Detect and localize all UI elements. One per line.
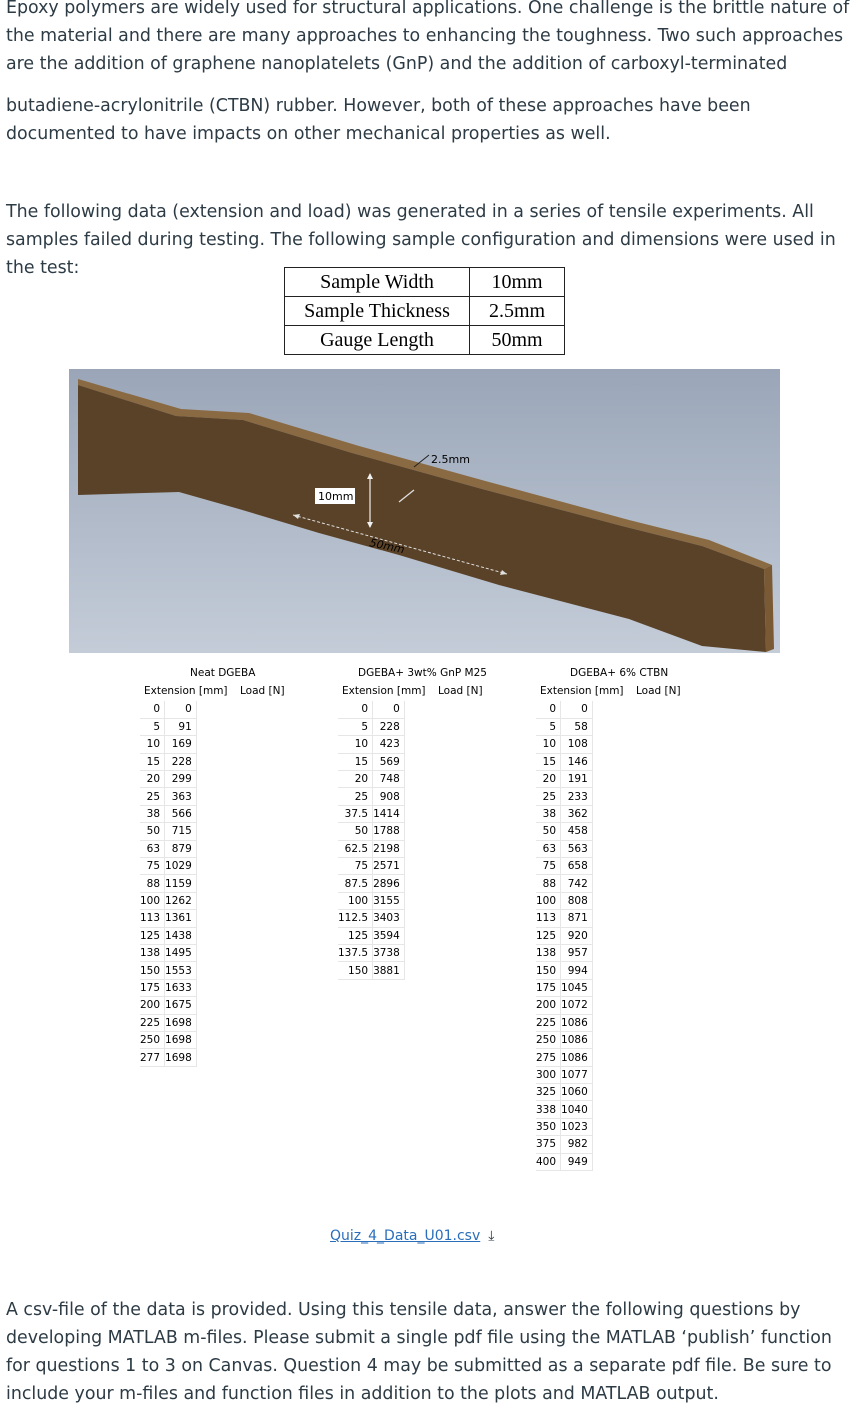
- table-row: [536, 944, 592, 961]
- extension-cell: 277: [140, 1049, 165, 1066]
- extension-cell: 138: [536, 944, 561, 961]
- table-row: [536, 736, 592, 753]
- table-row: [140, 910, 196, 927]
- table-row: [536, 962, 592, 979]
- load-cell: 957: [561, 944, 593, 961]
- extension-cell: 62.5: [338, 840, 373, 857]
- table-row: [140, 927, 196, 944]
- extension-cell: 175: [140, 979, 165, 996]
- table-row: [338, 910, 404, 927]
- specimen-diagram: [69, 369, 780, 653]
- load-cell: 3403: [373, 910, 405, 927]
- load-cell: 1553: [165, 962, 197, 979]
- table-row: [536, 1118, 592, 1135]
- data-grid: [338, 701, 405, 980]
- table-title: DGEBA+ 6% CTBN: [570, 667, 669, 679]
- column-header-extension: Extension [mm]: [342, 685, 426, 697]
- load-cell: 994: [561, 962, 593, 979]
- extension-cell: 38: [140, 805, 165, 822]
- load-cell: 1633: [165, 979, 197, 996]
- load-cell: 1029: [165, 858, 197, 875]
- data-grid: [536, 701, 593, 1171]
- extension-cell: 15: [338, 753, 373, 770]
- load-cell: 1023: [561, 1118, 593, 1135]
- load-cell: 91: [165, 718, 197, 735]
- extension-cell: 150: [338, 962, 373, 979]
- table-row: [338, 805, 404, 822]
- table-row: [140, 805, 196, 822]
- load-cell: 563: [561, 840, 593, 857]
- load-cell: 2896: [373, 875, 405, 892]
- table-row: [536, 927, 592, 944]
- load-cell: 1040: [561, 1101, 593, 1118]
- table-row: [140, 858, 196, 875]
- table-row: [140, 997, 196, 1014]
- load-cell: 0: [561, 701, 593, 718]
- dimension-label: Sample Width: [285, 268, 470, 297]
- extension-cell: 5: [536, 718, 561, 735]
- thickness-label: 2.5mm: [431, 453, 470, 466]
- dimension-value: 10mm: [470, 268, 565, 297]
- load-cell: 1495: [165, 944, 197, 961]
- load-cell: 566: [165, 805, 197, 822]
- extension-cell: 63: [536, 840, 561, 857]
- table-row: [140, 840, 196, 857]
- extension-cell: 38: [536, 805, 561, 822]
- extension-cell: 20: [536, 771, 561, 788]
- table-row: [536, 1031, 592, 1048]
- load-cell: 3155: [373, 892, 405, 909]
- extension-cell: 20: [338, 771, 373, 788]
- load-cell: 982: [561, 1136, 593, 1153]
- column-header-load: Load [N]: [240, 685, 285, 697]
- table-row: [536, 997, 592, 1014]
- table-row: [140, 718, 196, 735]
- table-row: [536, 1153, 592, 1170]
- extension-cell: 275: [536, 1049, 561, 1066]
- column-header-load: Load [N]: [636, 685, 681, 697]
- table-row: [536, 1066, 592, 1083]
- extension-cell: 75: [536, 858, 561, 875]
- instructions-paragraph: A csv-file of the data is provided. Using this tensile data, answer the following questions by developing MATLAB m-files. Please submit a single pdf file using the MATLAB ‘publish’ function for questions 1 to 3 on Canvas. Question 4 may be submitted as a separate pdf file. Be sure to include your m-files and function files in addition to the plots and MATLAB output.: [6, 1300, 832, 1404]
- table-row: [338, 892, 404, 909]
- table-row: [536, 1101, 592, 1118]
- table-row: [338, 718, 404, 735]
- extension-cell: 250: [536, 1031, 561, 1048]
- extension-cell: 25: [140, 788, 165, 805]
- extension-cell: 0: [338, 701, 373, 718]
- table-row: [338, 962, 404, 979]
- table-row: [536, 892, 592, 909]
- load-cell: 228: [373, 718, 405, 735]
- extension-cell: 125: [338, 927, 373, 944]
- extension-cell: 37.5: [338, 805, 373, 822]
- extension-cell: 225: [140, 1014, 165, 1031]
- load-cell: 871: [561, 910, 593, 927]
- extension-cell: 250: [140, 1031, 165, 1048]
- load-cell: 1159: [165, 875, 197, 892]
- load-cell: 569: [373, 753, 405, 770]
- extension-cell: 300: [536, 1066, 561, 1083]
- table-row: [140, 979, 196, 996]
- sample-dimensions-table: [284, 267, 565, 355]
- extension-cell: 15: [140, 753, 165, 770]
- extension-cell: 375: [536, 1136, 561, 1153]
- load-cell: 3738: [373, 944, 405, 961]
- extension-cell: 125: [536, 927, 561, 944]
- extension-cell: 125: [140, 927, 165, 944]
- load-cell: 423: [373, 736, 405, 753]
- extension-cell: 113: [536, 910, 561, 927]
- dimension-label: Gauge Length: [285, 326, 470, 355]
- extension-cell: 137.5: [338, 944, 373, 961]
- table-row: [338, 771, 404, 788]
- table-row: [140, 944, 196, 961]
- extension-cell: 5: [338, 718, 373, 735]
- load-cell: 949: [561, 1153, 593, 1170]
- extension-cell: 113: [140, 910, 165, 927]
- extension-cell: 400: [536, 1153, 561, 1170]
- load-cell: 0: [165, 701, 197, 718]
- extension-cell: 50: [536, 823, 561, 840]
- load-cell: 1698: [165, 1031, 197, 1048]
- load-cell: 108: [561, 736, 593, 753]
- load-cell: 1086: [561, 1049, 593, 1066]
- table-row: [285, 326, 565, 355]
- load-cell: 1788: [373, 823, 405, 840]
- extension-cell: 150: [140, 962, 165, 979]
- table-row: [338, 753, 404, 770]
- load-cell: 1414: [373, 805, 405, 822]
- extension-cell: 150: [536, 962, 561, 979]
- intro-paragraph-3: The following data (extension and load) was generated in a series of tensile experiments. All samples failed during testing. The following sample configuration and dimensions were used in the test:: [6, 202, 836, 278]
- csv-download-link[interactable]: [330, 1228, 494, 1244]
- table-row: [338, 736, 404, 753]
- load-cell: 908: [373, 788, 405, 805]
- extension-cell: 138: [140, 944, 165, 961]
- table-row: [536, 1136, 592, 1153]
- table-row: [536, 823, 592, 840]
- table-row: [140, 753, 196, 770]
- table-row: [285, 297, 565, 326]
- extension-cell: 100: [338, 892, 373, 909]
- extension-cell: 0: [140, 701, 165, 718]
- load-cell: 879: [165, 840, 197, 857]
- table-row: [338, 944, 404, 961]
- load-cell: 1438: [165, 927, 197, 944]
- table-title: Neat DGEBA: [190, 667, 256, 679]
- load-cell: 920: [561, 927, 593, 944]
- load-cell: 1262: [165, 892, 197, 909]
- extension-cell: 63: [140, 840, 165, 857]
- table-row: [338, 875, 404, 892]
- length-label: 50mm: [368, 536, 406, 557]
- width-label: 10mm: [318, 490, 354, 503]
- extension-cell: 88: [536, 875, 561, 892]
- load-cell: 1086: [561, 1014, 593, 1031]
- data-grid: [140, 701, 197, 1067]
- load-cell: 3594: [373, 927, 405, 944]
- extension-cell: 0: [536, 701, 561, 718]
- extension-cell: 325: [536, 1084, 561, 1101]
- table-row: [140, 892, 196, 909]
- intro-paragraph-2: butadiene-acrylonitrile (CTBN) rubber. However, both of these approaches have been documented to have impacts on other mechanical properties as well.: [6, 96, 751, 144]
- table-row: [140, 788, 196, 805]
- load-cell: 362: [561, 805, 593, 822]
- table-row: [140, 771, 196, 788]
- table-row: [140, 1014, 196, 1031]
- extension-cell: 25: [536, 788, 561, 805]
- extension-cell: 338: [536, 1101, 561, 1118]
- load-cell: 1045: [561, 979, 593, 996]
- extension-cell: 10: [338, 736, 373, 753]
- load-cell: 2571: [373, 858, 405, 875]
- extension-cell: 87.5: [338, 875, 373, 892]
- table-row: [536, 910, 592, 927]
- extension-cell: 175: [536, 979, 561, 996]
- table-row: [338, 927, 404, 944]
- table-row: [140, 1031, 196, 1048]
- table-row: [536, 753, 592, 770]
- load-cell: 1698: [165, 1049, 197, 1066]
- table-row: [536, 788, 592, 805]
- extension-cell: 100: [140, 892, 165, 909]
- load-cell: 1072: [561, 997, 593, 1014]
- table-row: [140, 701, 196, 718]
- extension-cell: 75: [338, 858, 373, 875]
- table-row: [338, 788, 404, 805]
- load-cell: 228: [165, 753, 197, 770]
- load-cell: 2198: [373, 840, 405, 857]
- load-cell: 233: [561, 788, 593, 805]
- download-icon: ⤓: [488, 1228, 495, 1244]
- load-cell: 748: [373, 771, 405, 788]
- extension-cell: 100: [536, 892, 561, 909]
- column-header-load: Load [N]: [438, 685, 483, 697]
- extension-cell: 5: [140, 718, 165, 735]
- extension-cell: 200: [536, 997, 561, 1014]
- table-row: [338, 840, 404, 857]
- table-row: [285, 268, 565, 297]
- extension-cell: 25: [338, 788, 373, 805]
- load-cell: 715: [165, 823, 197, 840]
- load-cell: 169: [165, 736, 197, 753]
- table-row: [338, 858, 404, 875]
- csv-link-label: Quiz_4_Data_U01.csv: [330, 1228, 481, 1244]
- extension-cell: 20: [140, 771, 165, 788]
- load-cell: 191: [561, 771, 593, 788]
- table-row: [536, 1049, 592, 1066]
- dimension-value: 2.5mm: [470, 297, 565, 326]
- load-cell: 658: [561, 858, 593, 875]
- load-cell: 363: [165, 788, 197, 805]
- extension-cell: 88: [140, 875, 165, 892]
- extension-cell: 10: [536, 736, 561, 753]
- table-row: [536, 979, 592, 996]
- load-cell: 1086: [561, 1031, 593, 1048]
- load-cell: 3881: [373, 962, 405, 979]
- extension-cell: 50: [338, 823, 373, 840]
- column-header-extension: Extension [mm]: [144, 685, 228, 697]
- extension-cell: 10: [140, 736, 165, 753]
- table-row: [536, 1084, 592, 1101]
- load-cell: 1675: [165, 997, 197, 1014]
- table-row: [536, 858, 592, 875]
- load-cell: 1361: [165, 910, 197, 927]
- extension-cell: 200: [140, 997, 165, 1014]
- table-row: [536, 840, 592, 857]
- extension-cell: 15: [536, 753, 561, 770]
- table-row: [140, 962, 196, 979]
- dimension-value: 50mm: [470, 326, 565, 355]
- extension-cell: 50: [140, 823, 165, 840]
- table-row: [140, 875, 196, 892]
- load-cell: 1060: [561, 1084, 593, 1101]
- table-row: [536, 875, 592, 892]
- load-cell: 742: [561, 875, 593, 892]
- extension-cell: 350: [536, 1118, 561, 1135]
- table-row: [536, 718, 592, 735]
- load-cell: 808: [561, 892, 593, 909]
- extension-cell: 75: [140, 858, 165, 875]
- load-cell: 0: [373, 701, 405, 718]
- table-title: DGEBA+ 3wt% GnP M25: [358, 667, 487, 679]
- column-header-extension: Extension [mm]: [540, 685, 624, 697]
- table-row: [536, 1014, 592, 1031]
- load-cell: 146: [561, 753, 593, 770]
- table-row: [338, 701, 404, 718]
- load-cell: 458: [561, 823, 593, 840]
- table-row: [536, 771, 592, 788]
- table-row: [140, 1049, 196, 1066]
- intro-paragraph-1: Epoxy polymers are widely used for structural applications. One challenge is the brittle nature of the material and there are many approaches to enhancing the toughness. Two such approaches are the addition of graphene nanoplatelets (GnP) and the addition of carboxyl-terminated: [6, 0, 850, 74]
- load-cell: 299: [165, 771, 197, 788]
- extension-cell: 112.5: [338, 910, 373, 927]
- extension-cell: 225: [536, 1014, 561, 1031]
- dimension-label: Sample Thickness: [285, 297, 470, 326]
- table-row: [536, 805, 592, 822]
- load-cell: 58: [561, 718, 593, 735]
- table-row: [536, 701, 592, 718]
- table-row: [140, 823, 196, 840]
- load-cell: 1698: [165, 1014, 197, 1031]
- load-cell: 1077: [561, 1066, 593, 1083]
- table-row: [338, 823, 404, 840]
- table-row: [140, 736, 196, 753]
